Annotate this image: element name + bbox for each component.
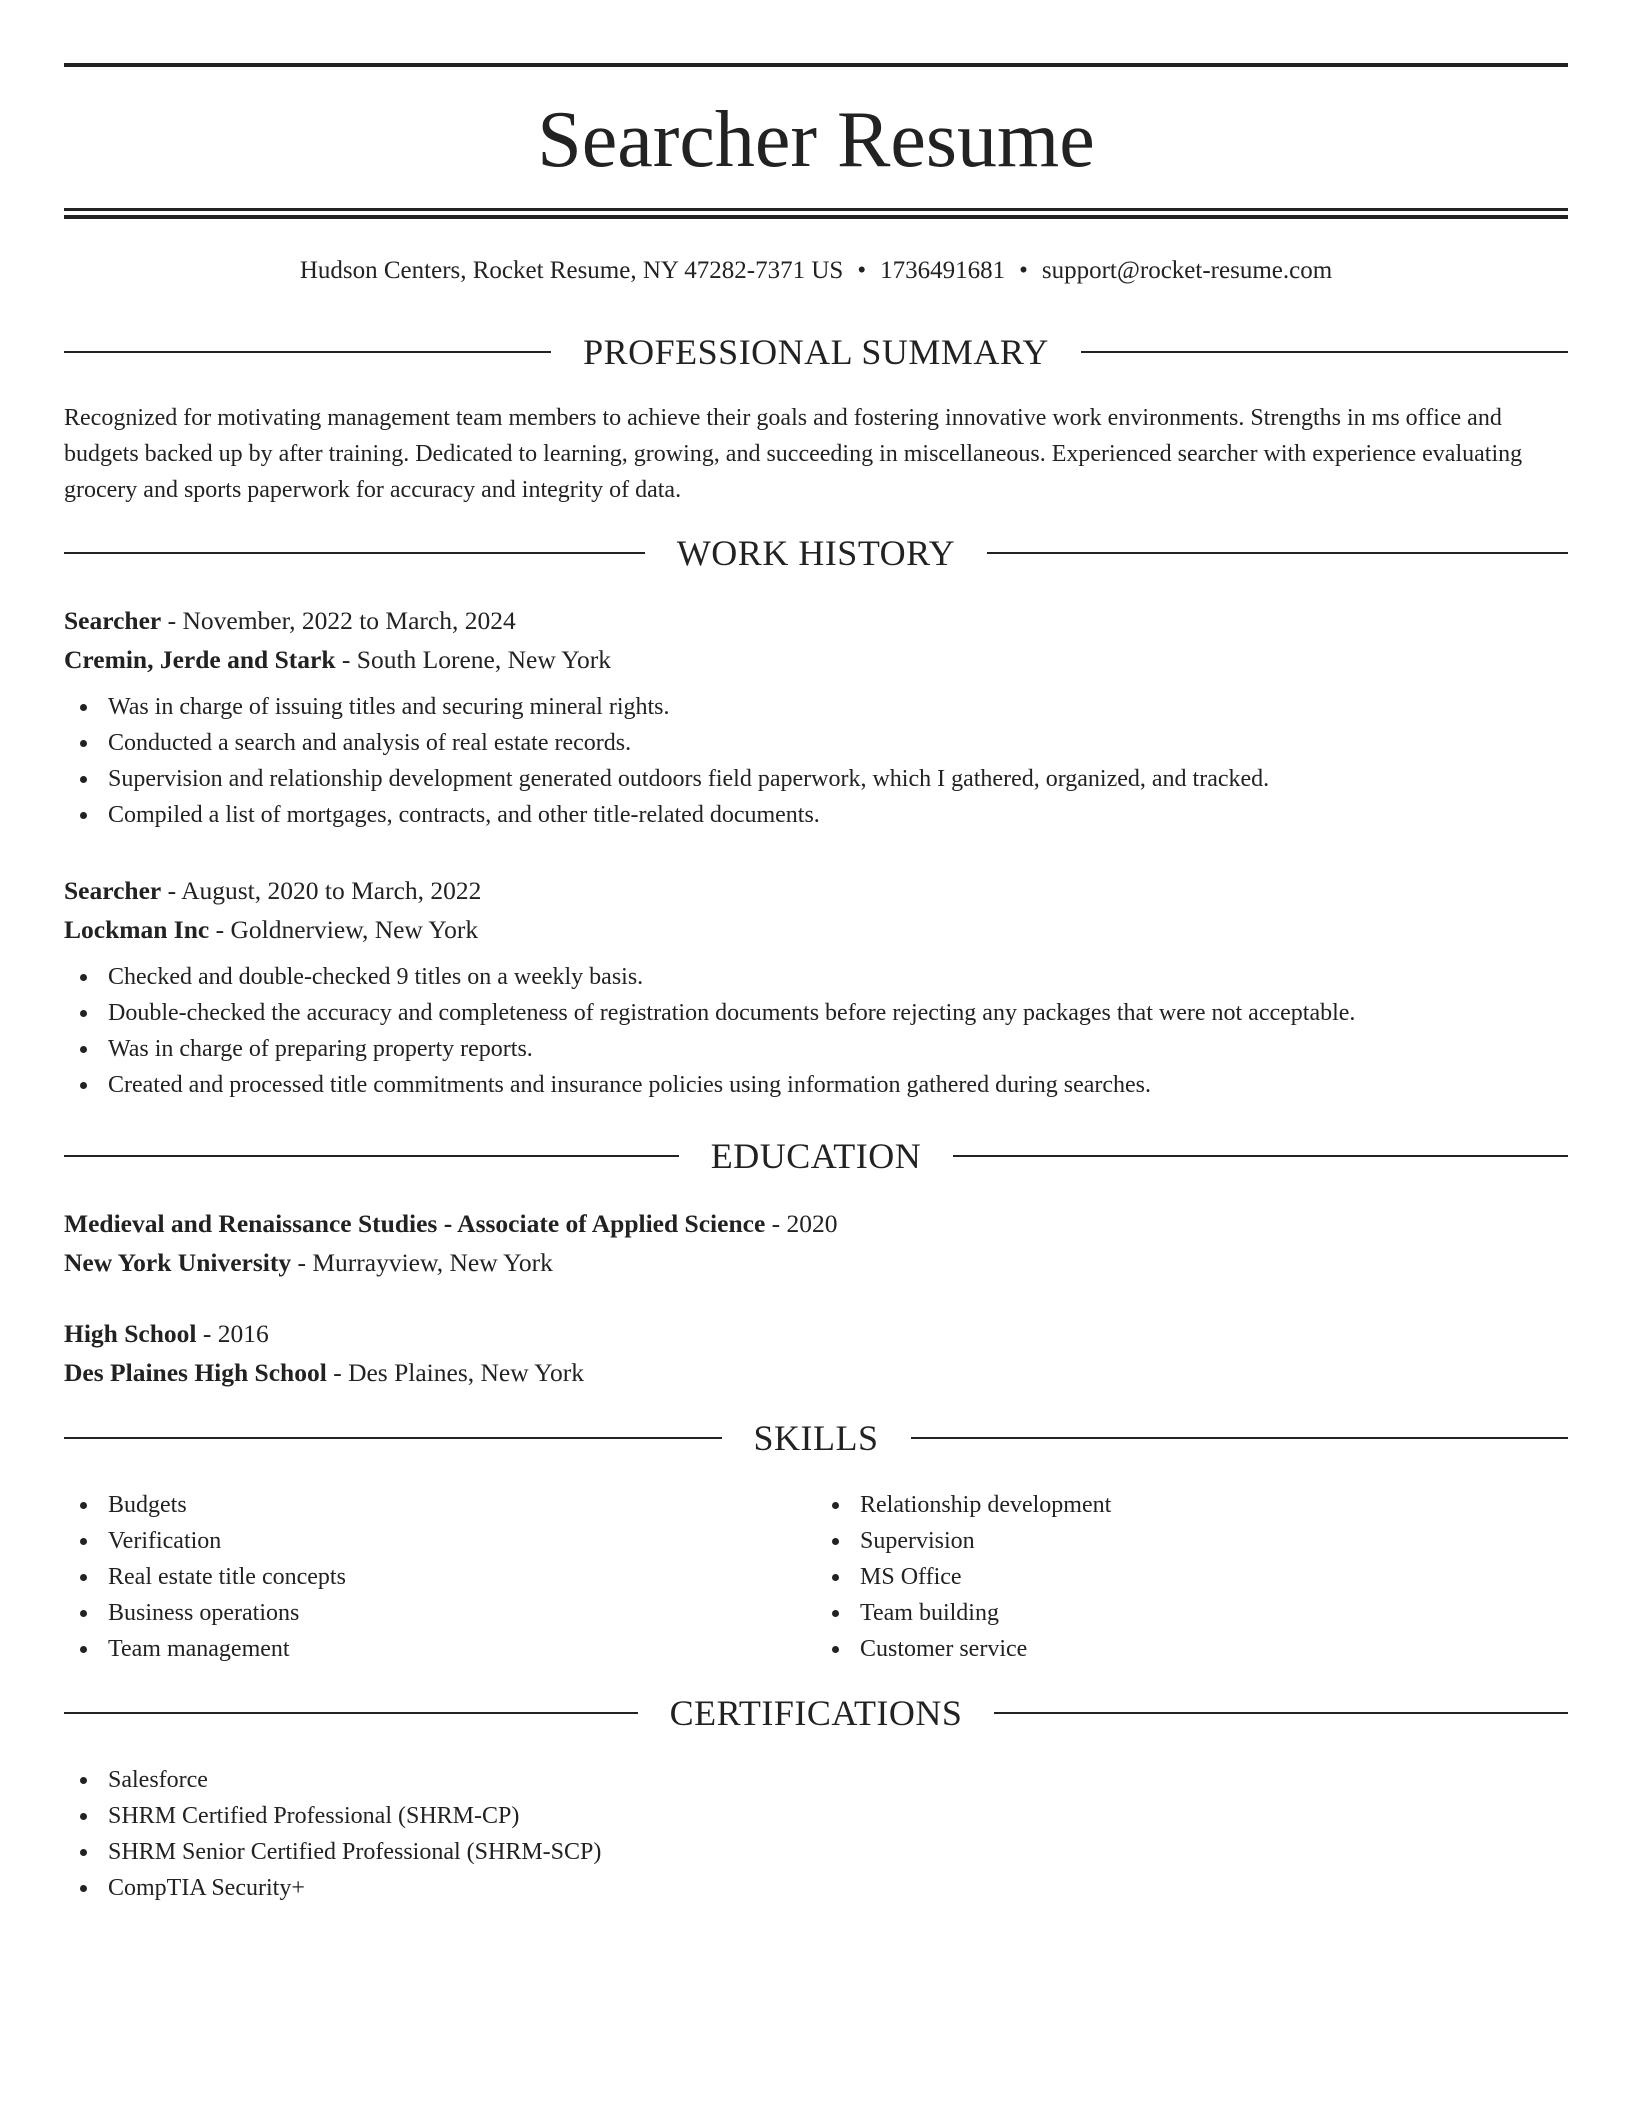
job-title-line	[64, 601, 1568, 640]
degree-line	[64, 1314, 1568, 1353]
contact-email[interactable]: support@rocket-resume.com	[1041, 257, 1333, 284]
list-item: Team management	[64, 1631, 816, 1667]
school-name: New York University	[64, 1248, 292, 1277]
degree-name: Medieval and Renaissance Studies - Associate of Applied Science	[64, 1209, 766, 1238]
list-item: Verification	[64, 1523, 816, 1559]
company-location: - Goldnerview, New York	[209, 915, 479, 944]
list-item: Real estate title concepts	[64, 1559, 816, 1595]
header-bottom-rule-second	[64, 215, 1568, 219]
summary-text: Recognized for motivating management team members to achieve their goals and fostering innovative work environments. Strengths in ms office and budgets backed up by after training. Dedicated to learning, growing, and succeeding in miscellaneous. Experienced searcher with experience evaluating grocery and sports paperwork for accuracy and integrity of data.	[64, 405, 1523, 503]
school-line	[64, 1243, 1568, 1282]
company-location: - South Lorene, New York	[335, 645, 612, 674]
list-item: Conducted a search and analysis of real estate records.	[64, 725, 1568, 761]
degree-year: - 2016	[196, 1319, 269, 1348]
certifications-list	[64, 1762, 1568, 1906]
job-title-line	[64, 871, 1568, 910]
divider-line	[994, 1712, 1568, 1714]
list-item: Relationship development	[816, 1487, 1568, 1523]
job-bullets	[64, 689, 1568, 833]
divider-line	[987, 552, 1568, 554]
job-title: Searcher	[64, 876, 162, 905]
header-bottom-rule	[64, 208, 1568, 211]
list-item: Supervision and relationship development generated outdoors field paperwork, which I gathered, organized, and tracked.	[64, 761, 1568, 797]
list-item: SHRM Certified Professional (SHRM-CP)	[64, 1798, 1568, 1834]
list-item: Checked and double-checked 9 titles on a weekly basis.	[64, 959, 1568, 995]
contact-line	[64, 254, 1568, 288]
contact-separator: •	[1019, 257, 1028, 284]
job-dates: - August, 2020 to March, 2022	[161, 876, 482, 905]
divider-line	[64, 1155, 679, 1157]
contact-address: Hudson Centers, Rocket Resume, NY 47282-7371 US	[299, 257, 844, 284]
contact-separator: •	[857, 257, 867, 284]
list-item: Customer service	[816, 1631, 1568, 1667]
divider-line	[911, 1437, 1569, 1439]
section-title: PROFESSIONAL SUMMARY	[583, 332, 1049, 372]
contact-phone: 1736491681	[880, 257, 1006, 284]
resume-title: Searcher Resume	[537, 96, 1095, 184]
divider-line	[64, 552, 645, 554]
list-item: Team building	[816, 1595, 1568, 1631]
list-item: Compiled a list of mortgages, contracts, and other title-related documents.	[64, 797, 1568, 833]
job-bullets	[64, 959, 1568, 1103]
list-item: Budgets	[64, 1487, 816, 1523]
job-title: Searcher	[64, 606, 162, 635]
job-dates: - November, 2022 to March, 2024	[161, 606, 516, 635]
school-location: - Des Plaines, New York	[326, 1358, 584, 1387]
school-line	[64, 1353, 1568, 1392]
list-item: Business operations	[64, 1595, 816, 1631]
work-entry	[64, 601, 1568, 833]
skills-column-right	[816, 1487, 1568, 1667]
school-name: Des Plaines High School	[64, 1358, 327, 1387]
list-item: SHRM Senior Certified Professional (SHRM-SCP)	[64, 1834, 1568, 1870]
divider-line	[64, 351, 551, 353]
list-item: Was in charge of issuing titles and securing mineral rights.	[64, 689, 1568, 725]
section-heading-education	[64, 1134, 1568, 1178]
skills-bullets	[64, 1487, 816, 1667]
school-location: - Murrayview, New York	[291, 1248, 553, 1277]
section-heading-certifications	[64, 1691, 1568, 1735]
work-entry	[64, 871, 1568, 1103]
divider-line	[64, 1712, 638, 1714]
education-entry	[64, 1204, 1568, 1282]
skills-bullets	[816, 1487, 1568, 1667]
section-heading-summary	[64, 330, 1568, 374]
header-top-rule	[64, 63, 1568, 67]
company-name: Cremin, Jerde and Stark	[64, 645, 336, 674]
list-item: Supervision	[816, 1523, 1568, 1559]
divider-line	[64, 1437, 722, 1439]
degree-line	[64, 1204, 1568, 1243]
section-heading-skills	[64, 1416, 1568, 1460]
divider-line	[953, 1155, 1568, 1157]
education-entry	[64, 1314, 1568, 1392]
skills-column-left	[64, 1487, 816, 1667]
divider-line	[1081, 351, 1568, 353]
list-item: MS Office	[816, 1559, 1568, 1595]
section-title: EDUCATION	[710, 1136, 922, 1176]
company-line	[64, 640, 1568, 679]
section-title: SKILLS	[753, 1418, 879, 1458]
skills-list	[64, 1487, 1568, 1667]
list-item: Created and processed title commitments and insurance policies using information gathered during searches.	[64, 1067, 1568, 1103]
list-item: Salesforce	[64, 1762, 1568, 1798]
section-title: CERTIFICATIONS	[669, 1693, 963, 1733]
company-name: Lockman Inc	[64, 915, 210, 944]
degree-name: High School	[64, 1319, 197, 1348]
list-item: Double-checked the accuracy and completeness of registration documents before rejecting any packages that were not acceptable.	[64, 995, 1568, 1031]
company-line	[64, 910, 1568, 949]
list-item: CompTIA Security+	[64, 1870, 1568, 1906]
degree-year: - 2020	[765, 1209, 838, 1238]
section-heading-work	[64, 531, 1568, 575]
certifications-bullets	[64, 1762, 1568, 1906]
section-title: WORK HISTORY	[676, 533, 956, 573]
list-item: Was in charge of preparing property reports.	[64, 1031, 1568, 1067]
